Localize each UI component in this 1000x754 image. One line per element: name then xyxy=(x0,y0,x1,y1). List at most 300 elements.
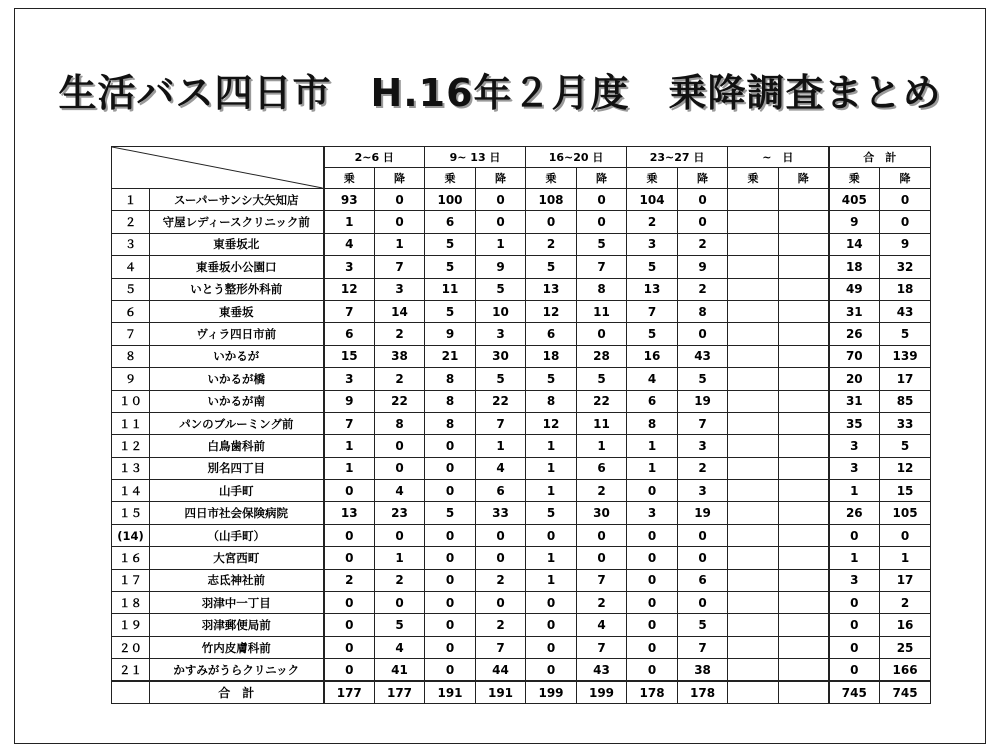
alight-count xyxy=(779,189,829,211)
alight-count xyxy=(779,636,829,658)
alight-count: 0 xyxy=(577,211,627,233)
board-count: 8 xyxy=(425,412,476,434)
stop-number: ２１ xyxy=(112,659,150,681)
alight-count: 5 xyxy=(476,368,526,390)
board-count: 5 xyxy=(627,323,678,345)
alight-count: 1 xyxy=(476,233,526,255)
alight-count: 30 xyxy=(577,502,627,524)
stop-name: 大宮西町 xyxy=(150,547,324,569)
alight-count: 17 xyxy=(880,569,931,591)
total-alight-count: 199 xyxy=(577,681,627,703)
board-count xyxy=(728,592,779,614)
table-row xyxy=(112,345,931,367)
board-count xyxy=(728,256,779,278)
board-count: 5 xyxy=(526,502,577,524)
alight-count: 1 xyxy=(880,547,931,569)
alight-count: 8 xyxy=(678,300,728,322)
alight-count: 2 xyxy=(375,569,425,591)
board-count: 0 xyxy=(425,435,476,457)
alight-count: 2 xyxy=(375,368,425,390)
alight-count: 5 xyxy=(880,435,931,457)
page-title: 生活バス四日市 H.16年２月度 乗降調査まとめ xyxy=(58,71,942,115)
board-count: 3 xyxy=(829,435,880,457)
board-count: 104 xyxy=(627,189,678,211)
board-count: 1 xyxy=(526,569,577,591)
alight-count: 0 xyxy=(375,457,425,479)
alight-count: 41 xyxy=(375,659,425,681)
table-row xyxy=(112,435,931,457)
board-count: 8 xyxy=(425,368,476,390)
alight-count: 8 xyxy=(375,412,425,434)
board-count: 3 xyxy=(324,256,375,278)
board-count: 5 xyxy=(526,368,577,390)
alight-count: 8 xyxy=(577,278,627,300)
board-count: 2 xyxy=(627,211,678,233)
alight-count xyxy=(779,480,829,502)
alight-count xyxy=(779,368,829,390)
total-board-count xyxy=(728,681,779,703)
alight-count: 28 xyxy=(577,345,627,367)
board-count: 2 xyxy=(526,233,577,255)
table-row xyxy=(112,480,931,502)
table-row xyxy=(112,412,931,434)
alight-count: 0 xyxy=(375,524,425,546)
board-count: 12 xyxy=(324,278,375,300)
board-count: 1 xyxy=(324,211,375,233)
board-count: 35 xyxy=(829,412,880,434)
board-count: 0 xyxy=(829,614,880,636)
board-count: 1 xyxy=(627,435,678,457)
stop-number: ４ xyxy=(112,256,150,278)
period-header: ~ 日 xyxy=(728,147,829,168)
total-alight-count: 177 xyxy=(375,681,425,703)
stop-number: ９ xyxy=(112,368,150,390)
table-row xyxy=(112,368,931,390)
board-count: 0 xyxy=(526,592,577,614)
board-count: 3 xyxy=(627,502,678,524)
alight-count: 0 xyxy=(678,547,728,569)
board-count: 0 xyxy=(425,524,476,546)
stop-number: １ xyxy=(112,189,150,211)
table-row xyxy=(112,323,931,345)
board-count: 8 xyxy=(526,390,577,412)
alight-count xyxy=(779,300,829,322)
alight-count: 38 xyxy=(375,345,425,367)
stop-name: パンのブルーミング前 xyxy=(150,412,324,434)
stop-name: いかるが南 xyxy=(150,390,324,412)
stop-number: １６ xyxy=(112,547,150,569)
board-count: 13 xyxy=(627,278,678,300)
board-count: 3 xyxy=(829,457,880,479)
board-count: 20 xyxy=(829,368,880,390)
board-count xyxy=(728,435,779,457)
total-row-blank xyxy=(112,681,150,703)
board-count: 31 xyxy=(829,390,880,412)
alight-count: 11 xyxy=(577,412,627,434)
alight-header: 降 xyxy=(577,168,627,189)
alight-count: 7 xyxy=(678,636,728,658)
board-count: 0 xyxy=(627,569,678,591)
total-board-count: 177 xyxy=(324,681,375,703)
alight-count: 22 xyxy=(577,390,627,412)
stop-number: ２ xyxy=(112,211,150,233)
alight-count xyxy=(779,614,829,636)
board-count: 0 xyxy=(829,592,880,614)
table-row xyxy=(112,614,931,636)
stop-name: 四日市社会保険病院 xyxy=(150,502,324,524)
alight-count: 5 xyxy=(678,614,728,636)
stop-number: １５ xyxy=(112,502,150,524)
alight-count: 9 xyxy=(476,256,526,278)
alight-count: 17 xyxy=(880,368,931,390)
alight-count: 139 xyxy=(880,345,931,367)
board-header: 乗 xyxy=(324,168,375,189)
table-row xyxy=(112,569,931,591)
board-count xyxy=(728,457,779,479)
table-row xyxy=(112,233,931,255)
alight-count: 0 xyxy=(476,211,526,233)
board-count: 13 xyxy=(324,502,375,524)
board-count: 0 xyxy=(425,569,476,591)
alight-count: 1 xyxy=(375,233,425,255)
board-count: 0 xyxy=(829,524,880,546)
alight-count xyxy=(779,569,829,591)
alight-count: 2 xyxy=(476,569,526,591)
stop-number: １９ xyxy=(112,614,150,636)
alight-count: 0 xyxy=(375,592,425,614)
board-count: 0 xyxy=(627,659,678,681)
alight-count: 12 xyxy=(880,457,931,479)
board-count xyxy=(728,233,779,255)
board-count xyxy=(728,300,779,322)
alight-count: 2 xyxy=(880,592,931,614)
board-count: 1 xyxy=(526,480,577,502)
table-row xyxy=(112,211,931,233)
alight-count: 0 xyxy=(880,189,931,211)
alight-count: 0 xyxy=(678,592,728,614)
alight-count: 5 xyxy=(476,278,526,300)
stop-number: ８ xyxy=(112,345,150,367)
board-count: 0 xyxy=(627,547,678,569)
board-count xyxy=(728,345,779,367)
total-label: 合 計 xyxy=(150,681,324,703)
alight-count: 6 xyxy=(476,480,526,502)
board-count xyxy=(728,412,779,434)
alight-count: 1 xyxy=(476,435,526,457)
board-count: 0 xyxy=(627,524,678,546)
stop-number: １０ xyxy=(112,390,150,412)
total-alight-count: 745 xyxy=(880,681,931,703)
alight-count: 33 xyxy=(476,502,526,524)
stop-name: スーパーサンシ大矢知店 xyxy=(150,189,324,211)
stop-number: １７ xyxy=(112,569,150,591)
period-header: 16~20 日 xyxy=(526,147,627,168)
board-count: 13 xyxy=(526,278,577,300)
board-count: 0 xyxy=(425,659,476,681)
table-row xyxy=(112,592,931,614)
stop-number: １３ xyxy=(112,457,150,479)
board-count: 0 xyxy=(425,614,476,636)
alight-count: 3 xyxy=(476,323,526,345)
alight-count: 18 xyxy=(880,278,931,300)
alight-count: 7 xyxy=(577,636,627,658)
board-count: 1 xyxy=(829,547,880,569)
alight-count: 14 xyxy=(375,300,425,322)
board-count: 18 xyxy=(526,345,577,367)
board-count xyxy=(728,569,779,591)
alight-count xyxy=(779,256,829,278)
alight-count: 0 xyxy=(577,189,627,211)
alight-count xyxy=(779,524,829,546)
board-count xyxy=(728,368,779,390)
board-count: 9 xyxy=(324,390,375,412)
stop-name: 白鳥歯科前 xyxy=(150,435,324,457)
stop-number: １８ xyxy=(112,592,150,614)
board-count: 3 xyxy=(627,233,678,255)
stop-number: ３ xyxy=(112,233,150,255)
stop-name: （山手町） xyxy=(150,524,324,546)
board-count: 5 xyxy=(627,256,678,278)
stop-name: 東垂坂 xyxy=(150,300,324,322)
table-row xyxy=(112,457,931,479)
board-count: 1 xyxy=(324,457,375,479)
board-header: 乗 xyxy=(627,168,678,189)
stop-name: 守屋レディースクリニック前 xyxy=(150,211,324,233)
alight-header: 降 xyxy=(678,168,728,189)
alight-count xyxy=(779,211,829,233)
alight-count: 11 xyxy=(577,300,627,322)
board-count: 6 xyxy=(324,323,375,345)
alight-count: 0 xyxy=(375,189,425,211)
stop-name: ヴィラ四日市前 xyxy=(150,323,324,345)
board-count: 5 xyxy=(425,233,476,255)
alight-count: 5 xyxy=(577,233,627,255)
board-count: 1 xyxy=(526,457,577,479)
board-count: 8 xyxy=(627,412,678,434)
board-count: 11 xyxy=(425,278,476,300)
alight-count xyxy=(779,345,829,367)
alight-count: 15 xyxy=(880,480,931,502)
alight-count: 2 xyxy=(678,278,728,300)
total-row xyxy=(112,681,931,703)
alight-count: 22 xyxy=(476,390,526,412)
board-count: 100 xyxy=(425,189,476,211)
corner-header-cell xyxy=(112,147,324,189)
table-row xyxy=(112,300,931,322)
board-count: 6 xyxy=(627,390,678,412)
stop-number: ５ xyxy=(112,278,150,300)
board-count: 1 xyxy=(526,547,577,569)
board-count: 7 xyxy=(627,300,678,322)
alight-count xyxy=(779,323,829,345)
board-count: 0 xyxy=(324,636,375,658)
board-count: 0 xyxy=(425,457,476,479)
board-count: 14 xyxy=(829,233,880,255)
alight-count: 0 xyxy=(577,524,627,546)
stop-number: １２ xyxy=(112,435,150,457)
board-count: 0 xyxy=(627,480,678,502)
stop-number: ２０ xyxy=(112,636,150,658)
alight-count: 22 xyxy=(375,390,425,412)
alight-count: 4 xyxy=(577,614,627,636)
alight-count: 7 xyxy=(577,569,627,591)
alight-count: 7 xyxy=(678,412,728,434)
board-count: 5 xyxy=(425,502,476,524)
board-count xyxy=(728,614,779,636)
board-count: 5 xyxy=(526,256,577,278)
board-count xyxy=(728,323,779,345)
alight-count: 7 xyxy=(577,256,627,278)
alight-count: 38 xyxy=(678,659,728,681)
total-alight-count: 191 xyxy=(476,681,526,703)
stop-number: ６ xyxy=(112,300,150,322)
alight-count: 5 xyxy=(375,614,425,636)
stop-name: 東垂坂小公園口 xyxy=(150,256,324,278)
board-count: 6 xyxy=(526,323,577,345)
alight-count: 0 xyxy=(476,547,526,569)
table-row xyxy=(112,659,931,681)
period-header: 9~ 13 日 xyxy=(425,147,526,168)
stop-name: いかるが橋 xyxy=(150,368,324,390)
alight-count: 3 xyxy=(678,480,728,502)
table-row xyxy=(112,278,931,300)
alight-count xyxy=(779,435,829,457)
alight-count: 0 xyxy=(880,211,931,233)
board-count: 0 xyxy=(627,614,678,636)
alight-count: 1 xyxy=(577,435,627,457)
alight-count: 5 xyxy=(577,368,627,390)
board-count: 0 xyxy=(627,636,678,658)
board-count: 8 xyxy=(425,390,476,412)
board-count: 0 xyxy=(829,659,880,681)
board-count: 31 xyxy=(829,300,880,322)
board-count: 0 xyxy=(324,547,375,569)
board-count: 26 xyxy=(829,502,880,524)
alight-count: 105 xyxy=(880,502,931,524)
board-count: 5 xyxy=(425,256,476,278)
alight-count: 0 xyxy=(476,524,526,546)
alight-count: 33 xyxy=(880,412,931,434)
board-count: 0 xyxy=(324,592,375,614)
board-count: 26 xyxy=(829,323,880,345)
alight-count xyxy=(779,592,829,614)
board-count: 12 xyxy=(526,300,577,322)
alight-count: 0 xyxy=(476,189,526,211)
board-count: 18 xyxy=(829,256,880,278)
total-alight-count: 178 xyxy=(678,681,728,703)
board-count xyxy=(728,211,779,233)
stop-name: 羽津中一丁目 xyxy=(150,592,324,614)
diagonal-line xyxy=(112,147,323,188)
board-header: 乗 xyxy=(526,168,577,189)
alight-count: 85 xyxy=(880,390,931,412)
board-count: 0 xyxy=(829,636,880,658)
alight-count: 2 xyxy=(375,323,425,345)
board-count: 93 xyxy=(324,189,375,211)
board-count: 1 xyxy=(627,457,678,479)
alight-count: 5 xyxy=(880,323,931,345)
alight-count: 25 xyxy=(880,636,931,658)
board-count: 0 xyxy=(526,614,577,636)
board-header: 乗 xyxy=(829,168,880,189)
table-row xyxy=(112,502,931,524)
board-count: 70 xyxy=(829,345,880,367)
alight-count: 2 xyxy=(678,233,728,255)
alight-count: 4 xyxy=(375,480,425,502)
board-count: 0 xyxy=(627,592,678,614)
alight-header: 降 xyxy=(375,168,425,189)
alight-count: 0 xyxy=(678,323,728,345)
period-header-total: 合 計 xyxy=(829,147,931,168)
stop-name: 竹内皮膚科前 xyxy=(150,636,324,658)
board-count: 3 xyxy=(324,368,375,390)
board-count: 7 xyxy=(324,412,375,434)
total-board-count: 745 xyxy=(829,681,880,703)
table-row xyxy=(112,636,931,658)
table-row xyxy=(112,524,931,546)
alight-count: 0 xyxy=(476,592,526,614)
board-count: 49 xyxy=(829,278,880,300)
alight-count: 32 xyxy=(880,256,931,278)
total-alight-count xyxy=(779,681,829,703)
alight-count: 19 xyxy=(678,502,728,524)
stop-name: 山手町 xyxy=(150,480,324,502)
board-count: 1 xyxy=(324,435,375,457)
stop-number: ７ xyxy=(112,323,150,345)
board-count: 0 xyxy=(526,659,577,681)
total-board-count: 178 xyxy=(627,681,678,703)
board-count: 6 xyxy=(425,211,476,233)
board-count xyxy=(728,659,779,681)
stop-number: １４ xyxy=(112,480,150,502)
board-count: 0 xyxy=(324,524,375,546)
board-count: 0 xyxy=(324,659,375,681)
board-count: 9 xyxy=(425,323,476,345)
board-count: 9 xyxy=(829,211,880,233)
alight-count xyxy=(779,547,829,569)
stop-name: 別名四丁目 xyxy=(150,457,324,479)
board-count: 1 xyxy=(526,435,577,457)
stop-name: 志氐神社前 xyxy=(150,569,324,591)
survey-table xyxy=(111,146,931,704)
alight-count: 9 xyxy=(678,256,728,278)
board-count: 5 xyxy=(425,300,476,322)
alight-count xyxy=(779,412,829,434)
alight-header: 降 xyxy=(880,168,931,189)
alight-count: 2 xyxy=(577,480,627,502)
alight-count: 0 xyxy=(375,211,425,233)
alight-count: 2 xyxy=(678,457,728,479)
alight-header: 降 xyxy=(476,168,526,189)
alight-count: 2 xyxy=(476,614,526,636)
board-count xyxy=(728,189,779,211)
alight-count: 6 xyxy=(678,569,728,591)
board-count xyxy=(728,547,779,569)
board-count: 16 xyxy=(627,345,678,367)
alight-count: 3 xyxy=(375,278,425,300)
board-count: 2 xyxy=(324,569,375,591)
board-count: 0 xyxy=(526,211,577,233)
board-count: 0 xyxy=(425,592,476,614)
board-header: 乗 xyxy=(728,168,779,189)
alight-count: 44 xyxy=(476,659,526,681)
board-count: 0 xyxy=(526,636,577,658)
alight-count: 1 xyxy=(375,547,425,569)
board-header: 乗 xyxy=(425,168,476,189)
alight-count: 30 xyxy=(476,345,526,367)
alight-count: 5 xyxy=(678,368,728,390)
alight-count: 0 xyxy=(577,547,627,569)
